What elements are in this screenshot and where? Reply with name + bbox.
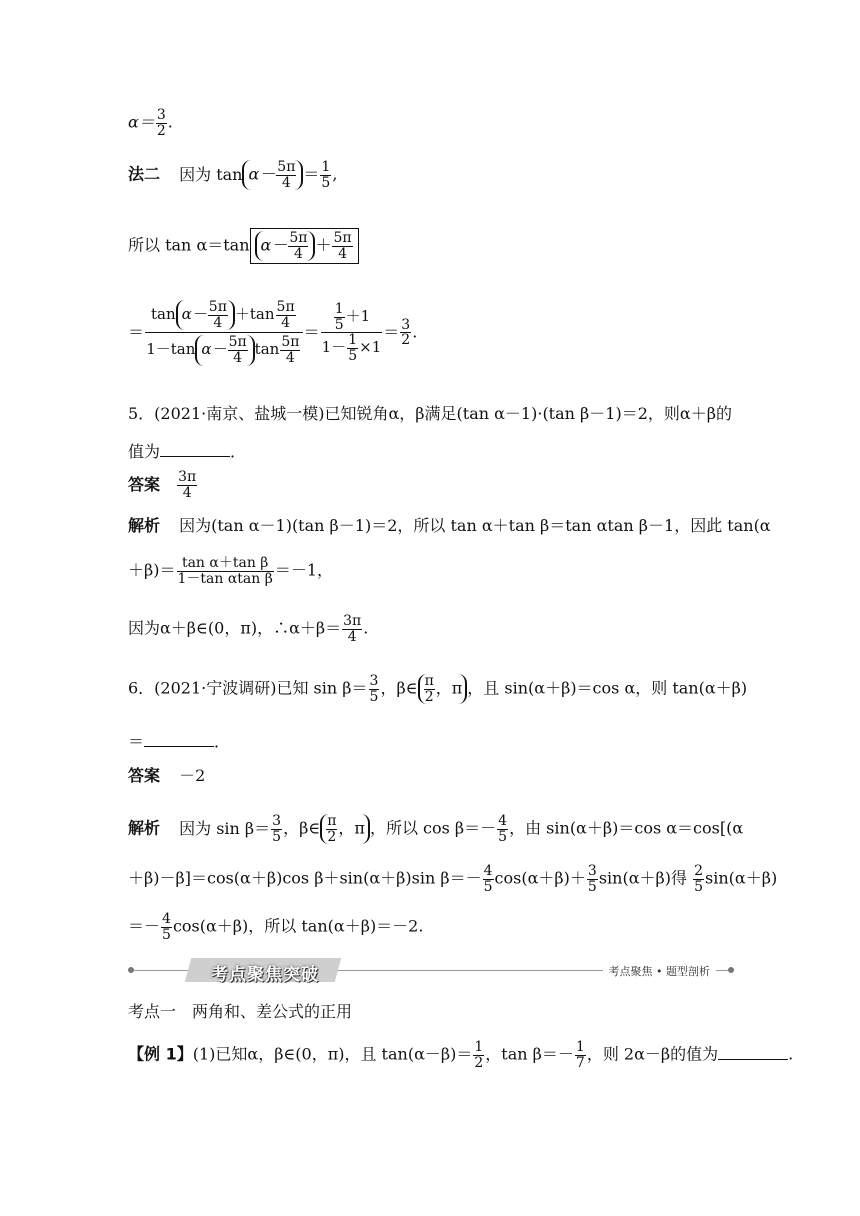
paren-group: α－ $\frac{5\pi}{4}$ [242, 160, 303, 190]
q6-line1: 6．(2021·宁波调研)已知 sin β＝ $\frac{3}{5}$ ，β∈ $\frac{\pi}{2}$ ，π ，且 sin(α＋β)＝cos α，则 tan(α＋β) [128, 673, 748, 705]
fraction: $\frac{\text{tan α＋tan β}}{\text{1－tan αtan β}}$ [177, 555, 273, 587]
big-fraction: tan α－ $\frac{5\pi}{4}$ ＋tan $\frac{5\pi}{4}$ 1－tan α－ $\frac{5\pi}{4}$ tan $\frac{5\pi}{4}$ [145, 300, 303, 366]
q5-analysis-line3: 因为α＋β∈(0，π)，∴α＋β＝ $\frac{3\pi}{4}$ . [128, 613, 369, 645]
analysis-label: 解析 [128, 818, 161, 838]
bracket-group: α－ $\frac{5\pi}{4}$ ＋ $\frac{5\pi}{4}$ [250, 228, 359, 264]
method-two-line3: ＝ tan α－ $\frac{5\pi}{4}$ ＋tan $\frac{5\pi}{4}$ 1－tan α－ $\frac{5\pi}{4}$ tan $\frac{5\pi}{4}$ ＝ $\frac{1}{5}$ ＋1 1－ $\frac{1}{5}$ ×1 ＝ $\frac{3}{2}$ . [128, 299, 418, 367]
analysis-label: 解析 [128, 516, 161, 535]
rule-dot-right [728, 967, 734, 973]
q6-analysis-line3: ＝－ $\frac{4}{5}$ cos(α＋β)，所以 tan(α＋β)＝－2. [128, 911, 424, 943]
answer-label: 答案 [128, 766, 161, 785]
q5-answer [128, 470, 198, 500]
q6-analysis-line2: ＋β)－β]＝cos(α＋β)cos β＋sin(α＋β)sin β＝－ $\frac{4}{5}$ cos(α＋β)＋ $\frac{3}{5}$ sin(α＋β)得 $\frac{2}{5}$ sin(α＋β) [128, 863, 778, 895]
fraction: $\frac{3}{2}$ [156, 107, 166, 139]
q6-analysis-line1: 解析 因为 sin β＝ $\frac{3}{5}$ ，β∈ $\frac{\pi}{2}$ ，π ，所以 cos β＝－ $\frac{4}{5}$ ，由 sin(α＋β)＝cos α＝cos[(α [128, 813, 744, 845]
method-label: 法二 [128, 164, 161, 184]
method-two-line2: 所以 tan α＝tan α－ $\frac{5\pi}{4}$ ＋ $\frac{5\pi}{4}$ [128, 228, 359, 264]
answer-blank [144, 734, 214, 747]
mid-fraction: $\frac{1}{5}$ ＋1 1－ $\frac{1}{5}$ ×1 [321, 301, 382, 365]
topic-heading: 考点一 两角和、差公式的正用 [128, 1002, 353, 1021]
q5-analysis-line2: ＋β)＝ $\frac{\text{tan α＋tan β}}{\text{1－tan αtan β}}$ ＝－1， [128, 555, 334, 587]
method-two-line1: 法二 因为 tan α－ $\frac{5\pi}{4}$ ＝ $\frac{1}{5}$ , [128, 159, 338, 191]
section-subtitle: 考点聚焦 • 题型剖析 [603, 963, 716, 979]
section-header [128, 958, 734, 985]
example-label: 【例 1】 [128, 1044, 193, 1064]
answer-label: 答案 [128, 475, 161, 495]
previous-result: α＝ $\frac{3}{2}$ . [128, 107, 173, 139]
section-title: 考点聚焦突破 [211, 965, 319, 985]
answer-fraction: $\frac{3\pi}{4}$ [178, 469, 197, 501]
q5-line1: 5．(2021·南京、盐城一模)已知锐角α，β满足(tan α－1)·(tan β－1)＝2，则α＋β的 [128, 404, 732, 423]
q6-line2: ＝ ． [128, 732, 231, 751]
q5-analysis-line1: 解析 因为(tan α－1)(tan β－1)＝2，所以 tan α＋tan β＝tan αtan β－1，因此 tan(α [128, 516, 771, 535]
answer-blank [160, 444, 230, 457]
q5-line2: 值为 ． [128, 442, 247, 461]
rule-dot-left [128, 967, 134, 973]
example-1: 【例 1】(1)已知α，β∈(0，π)，且 tan(α－β)＝ $\frac{1}{2}$ ，tan β＝－ $\frac{1}{7}$ ，则 2α－β的值为 . [128, 1039, 794, 1071]
answer-blank [718, 1047, 788, 1060]
fraction: $\frac{1}{5}$ [321, 159, 331, 191]
q6-answer: 答案 －2 [128, 766, 206, 785]
